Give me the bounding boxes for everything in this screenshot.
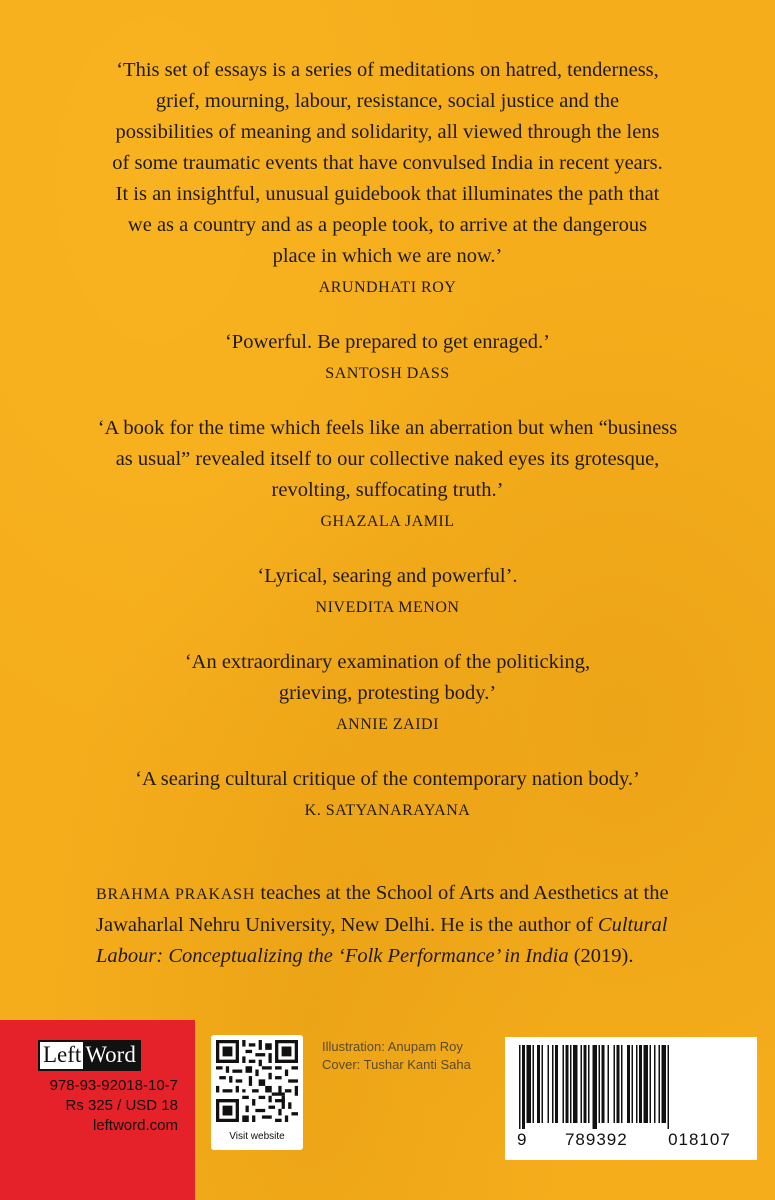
- barcode-bar: [659, 1045, 661, 1123]
- barcode-bar: [617, 1045, 620, 1123]
- barcode-bar: [650, 1045, 652, 1123]
- blurb-list: [60, 55, 715, 850]
- illustration-credit: Illustration: Anupam Roy: [322, 1039, 463, 1054]
- quote-block: [108, 55, 668, 300]
- barcode-bar: [588, 1045, 590, 1123]
- barcode-bar: [627, 1045, 630, 1123]
- quote-author: NIVEDITA MENON: [315, 599, 460, 616]
- barcode-bar: [537, 1045, 540, 1123]
- barcode-bar: [527, 1045, 532, 1123]
- barcode-bar: [662, 1045, 667, 1123]
- bio-author-name: BRAHMA PRAKASH: [96, 886, 256, 903]
- cover-credits: [322, 1038, 471, 1074]
- quote-text: ‘This set of essays is a series of meditations on hatred, tenderness, grief, mourning, labour, resistance, social justice and the possibilities of meaning and solidarity, all viewed through the lens of some traumatic events that have convulsed India in recent years. It is an insightful, unusual guidebook that illuminates the path that we as a country and as a people took, to arrive at the dangerous place in which we are now.’: [112, 59, 663, 267]
- barcode-bar: [533, 1045, 535, 1123]
- quote-text: ‘Powerful. Be prepared to get enraged.’: [224, 331, 551, 353]
- qr-code[interactable]: [211, 1035, 303, 1150]
- barcode-bar: [602, 1045, 605, 1123]
- leftword-logo: [38, 1040, 141, 1071]
- barcode-icon: [519, 1045, 743, 1129]
- price: Rs 325 / USD 18: [65, 1097, 178, 1114]
- barcode-bar: [593, 1045, 598, 1129]
- barcode-bar: [566, 1045, 569, 1123]
- qr-icon: [216, 1040, 298, 1122]
- barcode-digits-right: 018107: [668, 1130, 731, 1149]
- website-link[interactable]: leftword.com: [92, 1117, 178, 1134]
- quote-block: [148, 647, 628, 737]
- barcode-bar: [563, 1045, 565, 1123]
- quote-author: ARUNDHATI ROY: [318, 279, 457, 296]
- barcode-bar: [542, 1045, 544, 1123]
- isbn: 978-93-92018-10-7: [49, 1077, 178, 1094]
- isbn-barcode: [505, 1037, 757, 1160]
- barcode-bar: [584, 1045, 587, 1123]
- barcode-bar: [570, 1045, 572, 1123]
- barcode-bar: [519, 1045, 521, 1129]
- barcode-bar: [639, 1045, 642, 1123]
- barcode-digit-first: 9: [517, 1130, 528, 1149]
- barcode-bar: [644, 1045, 649, 1123]
- barcode-bar: [608, 1045, 610, 1123]
- publisher-info: [20, 1076, 178, 1136]
- quote-text: ‘Lyrical, searing and powerful’.: [257, 565, 518, 587]
- quote-block: [60, 327, 715, 386]
- qr-caption: Visit website: [229, 1131, 285, 1142]
- barcode-bar: [632, 1045, 634, 1123]
- quote-author: SANTOSH DASS: [325, 365, 450, 382]
- quote-block: [88, 413, 688, 534]
- barcode-bar: [599, 1045, 601, 1123]
- quote-text: ‘A searing cultural critique of the contemporary nation body.’: [135, 768, 640, 790]
- barcode-bar: [581, 1045, 583, 1123]
- barcode-bar: [621, 1045, 623, 1123]
- bio-text-end: (2019).: [568, 945, 634, 967]
- quote-author: GHAZALA JAMIL: [320, 513, 455, 530]
- barcode-bar: [548, 1045, 550, 1123]
- quote-block: [60, 561, 715, 620]
- cover-credit: Cover: Tushar Kanti Saha: [322, 1057, 471, 1072]
- logo-left-text: Left: [40, 1042, 83, 1069]
- barcode-bar: [636, 1045, 638, 1123]
- barcode-bar: [573, 1045, 578, 1123]
- barcode-bar: [668, 1045, 670, 1129]
- quote-author: K. SATYANARAYANA: [304, 802, 471, 819]
- quote-block: [60, 764, 715, 823]
- barcode-bar: [614, 1045, 616, 1123]
- bio-text: teaches at the School of Arts and Aesthetics at the Jawaharlal Nehru University, New Delhi. He is the author of: [96, 882, 669, 936]
- barcode-bar: [522, 1045, 525, 1129]
- quote-text: ‘A book for the time which feels like an aberration but when “business as usual” revealed itself to our collective naked eyes its grotesque, revolting, suffocating truth.’: [97, 417, 678, 501]
- barcode-bar: [552, 1045, 554, 1123]
- barcode-digits-left: 789392: [564, 1130, 628, 1149]
- bio-book-title: Cultural Labour: Conceptualizing the ‘Folk Performance’ in India: [96, 914, 668, 967]
- quote-text: ‘An extraordinary examination of the politicking, grieving, protesting body.’: [184, 651, 591, 704]
- barcode-digits: [517, 1130, 749, 1150]
- logo-right-text: Word: [83, 1042, 139, 1069]
- barcode-bar: [555, 1045, 558, 1123]
- barcode-bar: [654, 1045, 656, 1123]
- quote-author: ANNIE ZAIDI: [336, 716, 439, 733]
- author-bio: [96, 878, 686, 972]
